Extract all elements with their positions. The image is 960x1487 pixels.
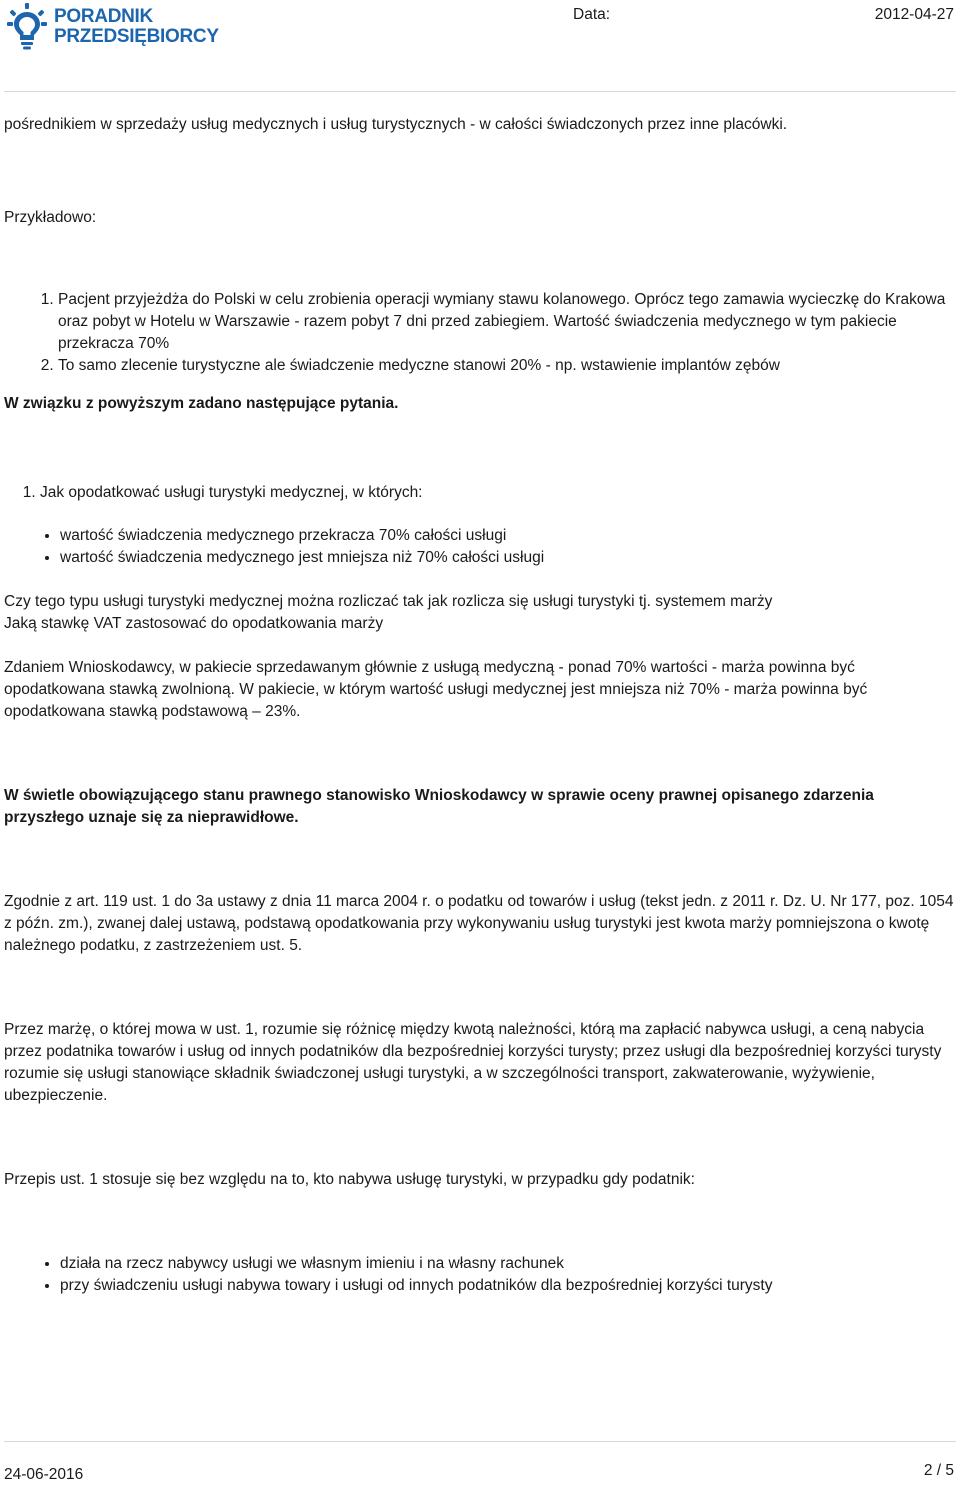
list-item: 2. To samo zlecenie turystyczne ale świadczenie medyczne stanowi 20% - np. wstawienie implantów zębów	[58, 355, 954, 377]
page-header	[0, 0, 960, 92]
list-item: • wartość świadczenia medycznego jest mniejsza niż 70% całości usługi	[60, 547, 954, 569]
paragraph-applicant-position: Zdaniem Wnioskodawcy, w pakiecie sprzedawanym głównie z usługą medyczną - ponad 70% wartości - marża powinna być opodatkowana stawką zwolnioną. W pakiecie, w którym wartość usługi medycznej jest mniejsza niż 70% - marża powinna być opodatkowana stawką podstawową – 23%.	[4, 659, 868, 720]
footer-date: 24-06-2016	[4, 1466, 84, 1483]
list-item: 1. Jak opodatkować usługi turystyki medycznej, w których:	[40, 482, 954, 504]
date-value: 2012-04-27	[874, 6, 954, 23]
paragraph-art-119: Zgodnie z art. 119 ust. 1 do 3a ustawy z dnia 11 marca 2004 r. o podatku od towarów i usług (tekst jedn. z 2011 r. Dz. U. Nr 177, poz. 1054 z późn. zm.), zwanej dalej ustawą, podstawą opodatkowania przy wykonywaniu usług turystyki jest kwota marży pomniejszona o kwotę należnego podatku, z zastrzeżeniem ust. 5.	[4, 893, 954, 954]
header-divider	[4, 91, 956, 92]
list-item: 1. Pacjent przyjeżdża do Polski w celu zrobienia operacji wymiany stawu kolanowego. Oprócz tego zamawia wycieczkę do Krakowa oraz pobyt w Hotelu w Warszawie - razem pobyt 7 dni przed zabiegiem. Wartość świadczenia medycznego w tym pakiecie przekracza 70%	[58, 289, 954, 355]
logo-text	[54, 7, 219, 47]
list-item: • wartość świadczenia medycznego przekracza 70% całości usługi	[60, 525, 954, 547]
date-label: Data:	[573, 6, 611, 23]
question-list	[4, 482, 954, 504]
paragraph-question-line-2: Jaką stawkę VAT zastosować do opodatkowania marży	[4, 615, 384, 632]
paragraph-examples-label: Przykładowo:	[4, 209, 97, 226]
paragraph-provision-scope: Przepis ust. 1 stosuje się bez względu na to, kto nabywa usługę turystyki, w przypadku gdy podatnik:	[4, 1171, 695, 1188]
question-bullet-list	[4, 525, 954, 569]
final-bullet-list	[4, 1253, 954, 1297]
list-item: • działa na rzecz nabywcy usługi we własnym imieniu i na własny rachunek	[60, 1253, 954, 1275]
logo-line-1: PORADNIK	[54, 6, 153, 27]
paragraph-intro: pośrednikiem w sprzedaży usług medycznych i usług turystycznych - w całości świadczonych przez inne placówki.	[4, 116, 788, 133]
paragraph-question-line-1: Czy tego typu usługi turystyki medycznej można rozliczać tak jak rozlicza się usługi turystyki tj. systemem marży	[4, 593, 773, 610]
lightbulb-icon	[6, 2, 48, 50]
paragraph-margin-definition: Przez marżę, o której mowa w ust. 1, rozumie się różnicę między kwotą należności, którą ma zapłacić nabywca usługi, a ceną nabycia przez podatnika towarów i usług od innych podatników dla bezpośredniej korzyści turysty; przez usługi dla bezpośredniej korzyści turysty rozumie się usługi stanowiące składnik świadczonej usługi turystyki, a w szczególności transport, zakwaterowanie, wyżywienie, ubezpieczenie.	[4, 1021, 942, 1104]
document-body	[4, 114, 954, 1297]
logo	[6, 2, 219, 50]
questions-heading: W związku z powyższym zadano następujące pytania.	[4, 395, 399, 412]
page-number: 2 / 5	[923, 1462, 954, 1479]
example-list	[4, 289, 954, 377]
list-item: • przy świadczeniu usługi nabywa towary i usługi od innych podatników dla bezpośredniej korzyści turysty	[60, 1275, 954, 1297]
paragraph-ruling: W świetle obowiązującego stanu prawnego stanowisko Wnioskodawcy w sprawie oceny prawnej opisanego zdarzenia przyszłego uznaje się za nieprawidłowe.	[4, 787, 874, 826]
logo-line-2: PRZEDSIĘBIORCY	[54, 26, 219, 47]
footer-divider	[4, 1441, 956, 1442]
